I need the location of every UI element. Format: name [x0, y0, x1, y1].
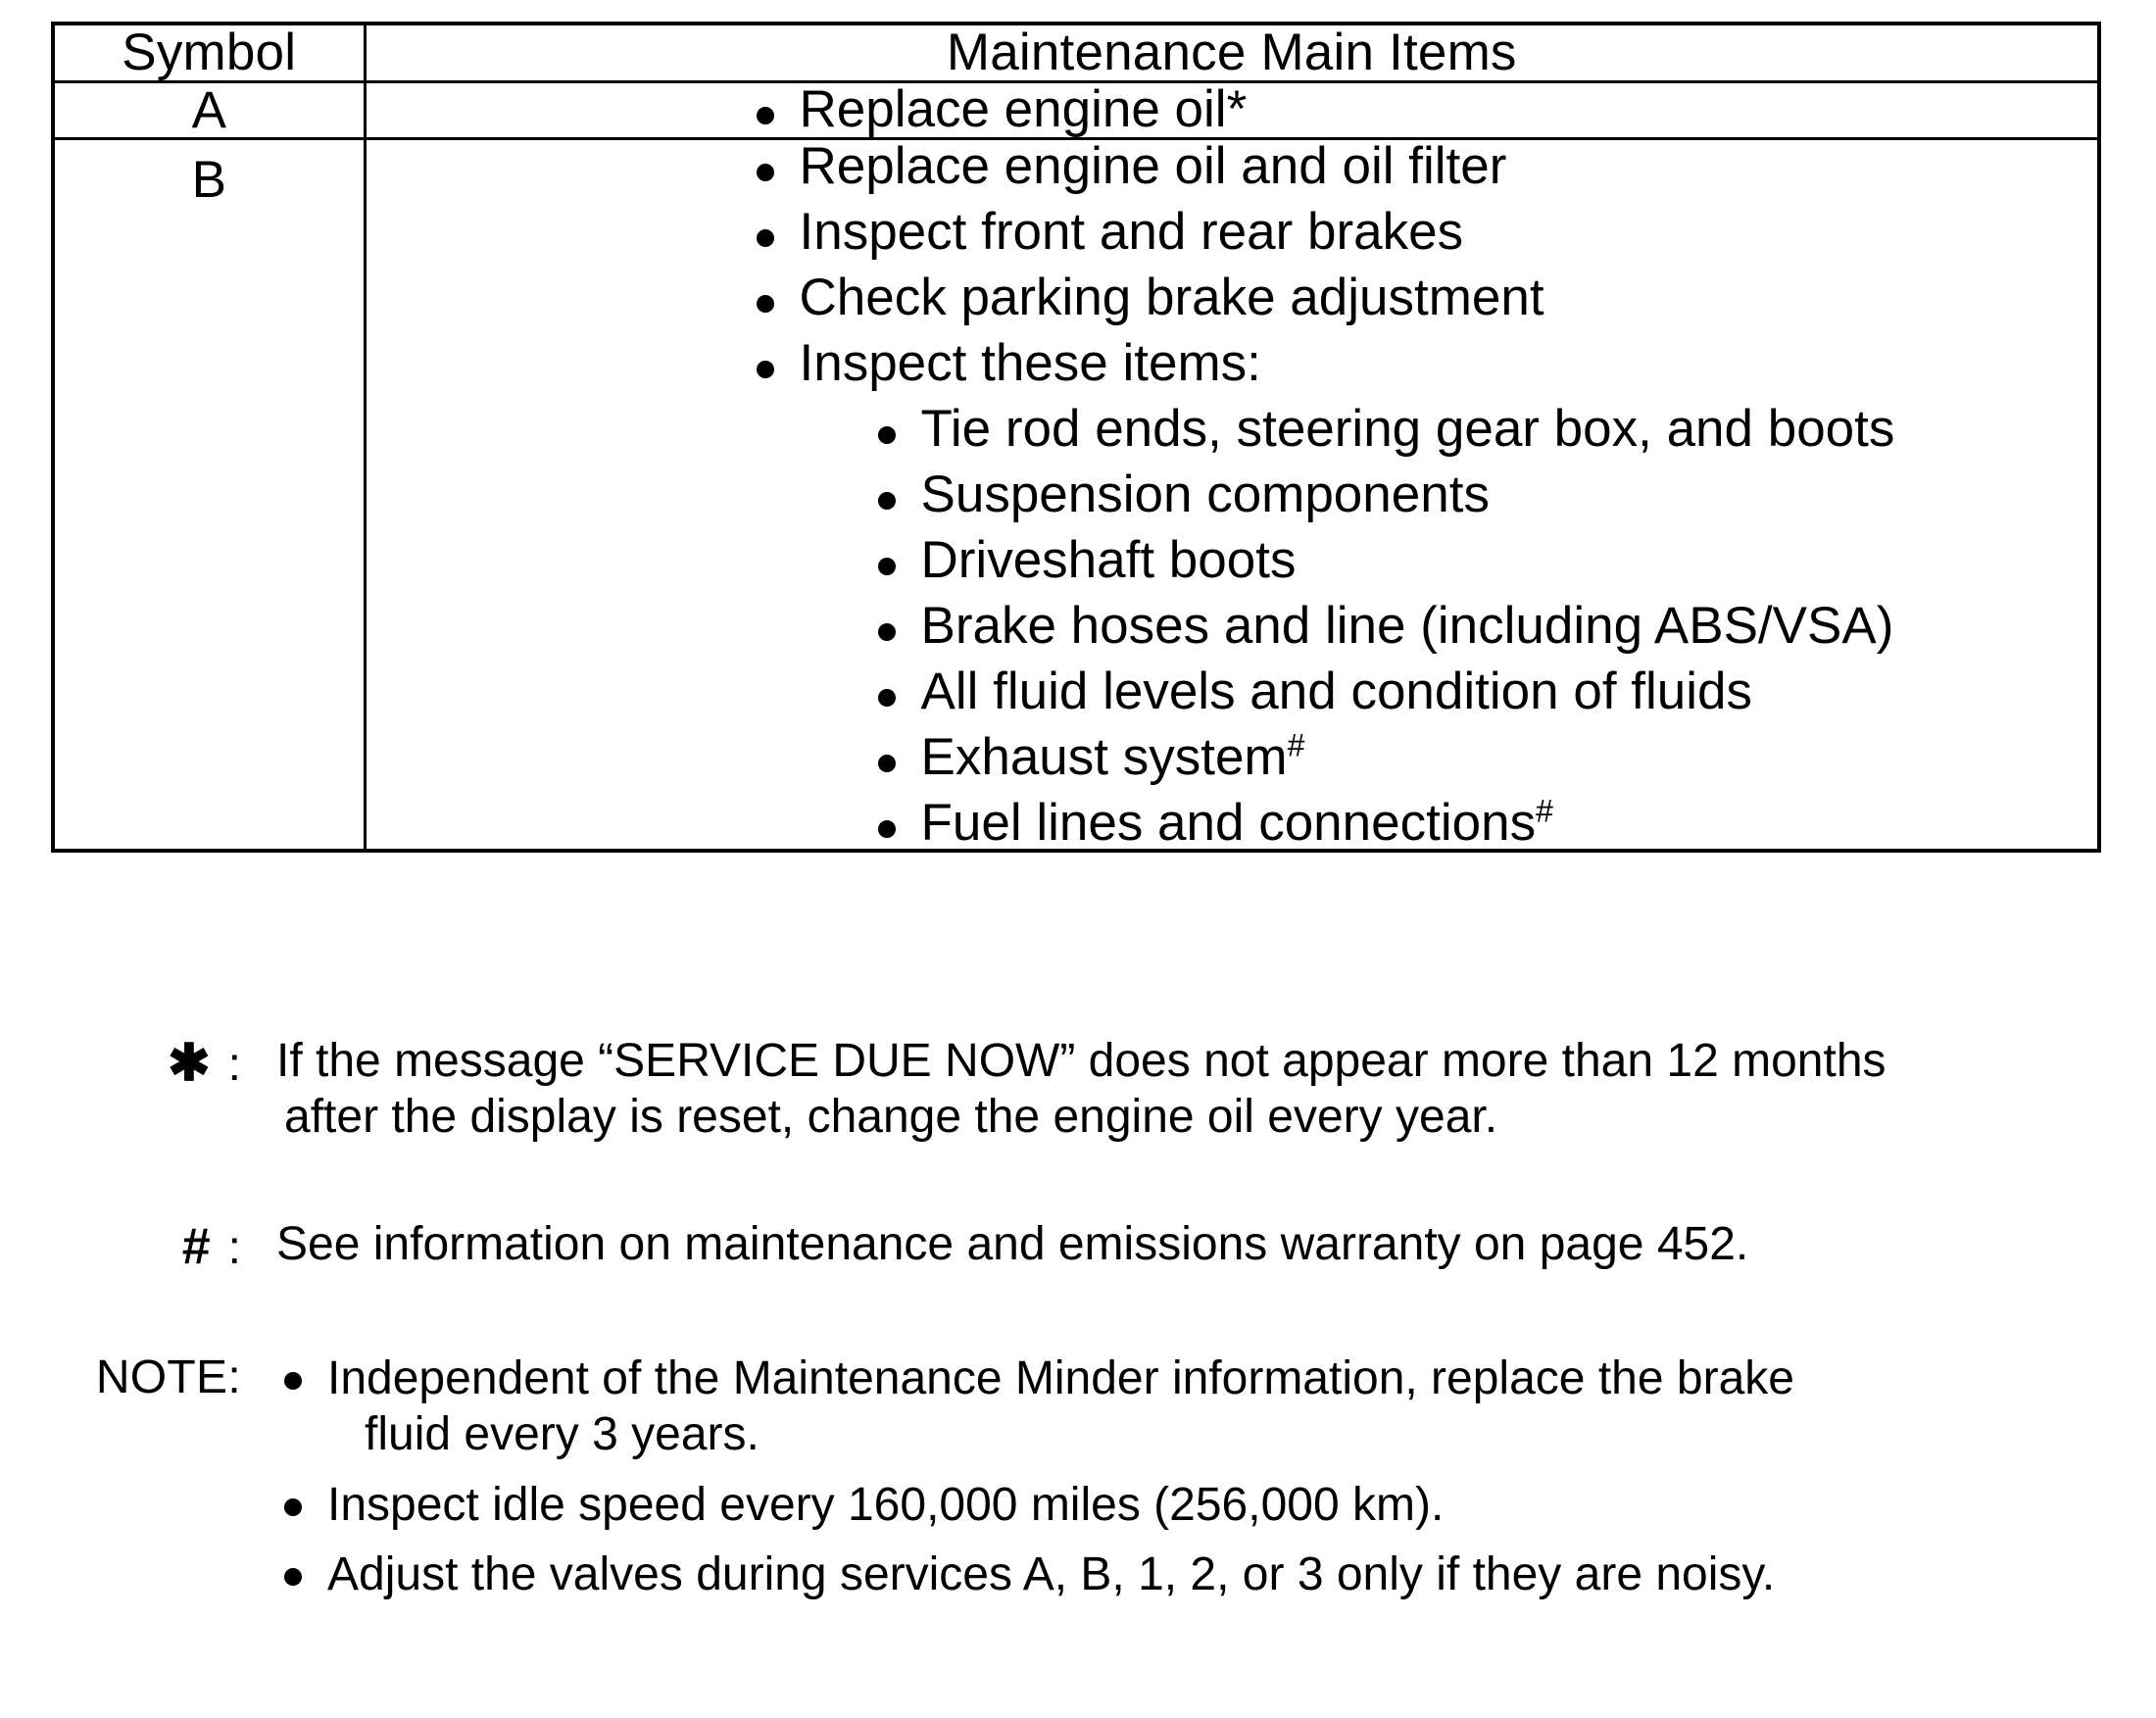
items-cell-b [365, 139, 2099, 852]
list-item [276, 1477, 2117, 1534]
footnote-marker-hash: # [1287, 727, 1305, 763]
list-item [276, 1350, 2117, 1463]
asterisk-icon: ✱ [168, 1035, 211, 1092]
inspect-items-sublist [800, 400, 2098, 853]
hash-icon: # [181, 1218, 211, 1276]
list-item [739, 334, 2098, 853]
maintenance-table-wrapper [51, 22, 2101, 853]
footnote-hash [59, 1217, 2117, 1277]
list-item [860, 531, 2098, 590]
list-item-label: Fuel lines and connections [920, 794, 1537, 853]
list-item: Check parking brake adjustment [739, 271, 2098, 323]
footnote-marker-hash: # [1536, 793, 1553, 829]
footnote-hash-text [241, 1217, 2117, 1273]
list-item-label: Suspension components [920, 466, 1490, 524]
note-line: Inspect idle speed every 160,000 miles (256,000 km). [327, 1478, 1445, 1531]
footnote-note-text [241, 1350, 2117, 1603]
footnote-line: after the display is reset, change the engine oil every year. [284, 1090, 1498, 1143]
footnote-asterisk-text [241, 1034, 2117, 1145]
list-item [860, 597, 2098, 656]
list-item [276, 1546, 2117, 1603]
footnote-asterisk [59, 1034, 2117, 1145]
list-item: Replace engine oil and oil filter [739, 140, 2098, 192]
list-item: Inspect front and rear brakes [739, 206, 2098, 258]
list-item-label: Brake hoses and line (including ABS/VSA) [920, 597, 1894, 656]
list-item-label: Tie rod ends, steering gear box, and boots [920, 400, 1895, 459]
table-header-row [53, 24, 2099, 81]
list-item-label: Exhaust system [920, 728, 1288, 787]
items-list-a [367, 79, 2098, 138]
footnote-line: See information on maintenance and emissions warranty on page 452. [276, 1218, 1749, 1271]
symbol-cell-a: A [53, 81, 365, 139]
list-item-label: Inspect these items: [799, 334, 1261, 393]
footnote-asterisk-symbol [59, 1034, 241, 1094]
footnote-colon: : [227, 1039, 241, 1091]
table-row [53, 139, 2099, 852]
symbol-cell-b: B [53, 139, 365, 852]
footnote-colon: : [227, 1222, 241, 1275]
note-list [276, 1350, 2117, 1603]
footnote-note [59, 1350, 2117, 1603]
list-item-label: Driveshaft boots [920, 531, 1297, 590]
list-item [860, 466, 2098, 524]
footnote-note-label: NOTE: [95, 1350, 241, 1403]
items-list-b [367, 137, 2098, 853]
column-header-symbol: Symbol [53, 24, 365, 81]
maintenance-main-items-table [51, 22, 2101, 853]
list-item [860, 727, 2098, 787]
footnotes-section [59, 1034, 2117, 1603]
note-line: fluid every 3 years. [365, 1408, 760, 1461]
list-item [860, 400, 2098, 459]
spacer [59, 1182, 2117, 1217]
footnote-line: If the message “SERVICE DUE NOW” does not appear more than 12 months [276, 1035, 1886, 1087]
list-item [860, 793, 2098, 853]
list-item: Replace engine oil* [739, 83, 2098, 135]
column-header-maintenance-main-items: Maintenance Main Items [365, 24, 2099, 81]
spacer [59, 1315, 2117, 1350]
note-line: Adjust the valves during services A, B, 1, 2, or 3 only if they are noisy. [327, 1548, 1776, 1601]
list-item-label: All fluid levels and condition of fluids [920, 663, 1752, 721]
list-item [860, 663, 2098, 721]
items-cell-a [365, 81, 2099, 139]
note-line: Independent of the Maintenance Minder information, replace the brake [327, 1351, 1794, 1404]
footnote-hash-symbol [59, 1217, 241, 1277]
table-row [53, 81, 2099, 139]
